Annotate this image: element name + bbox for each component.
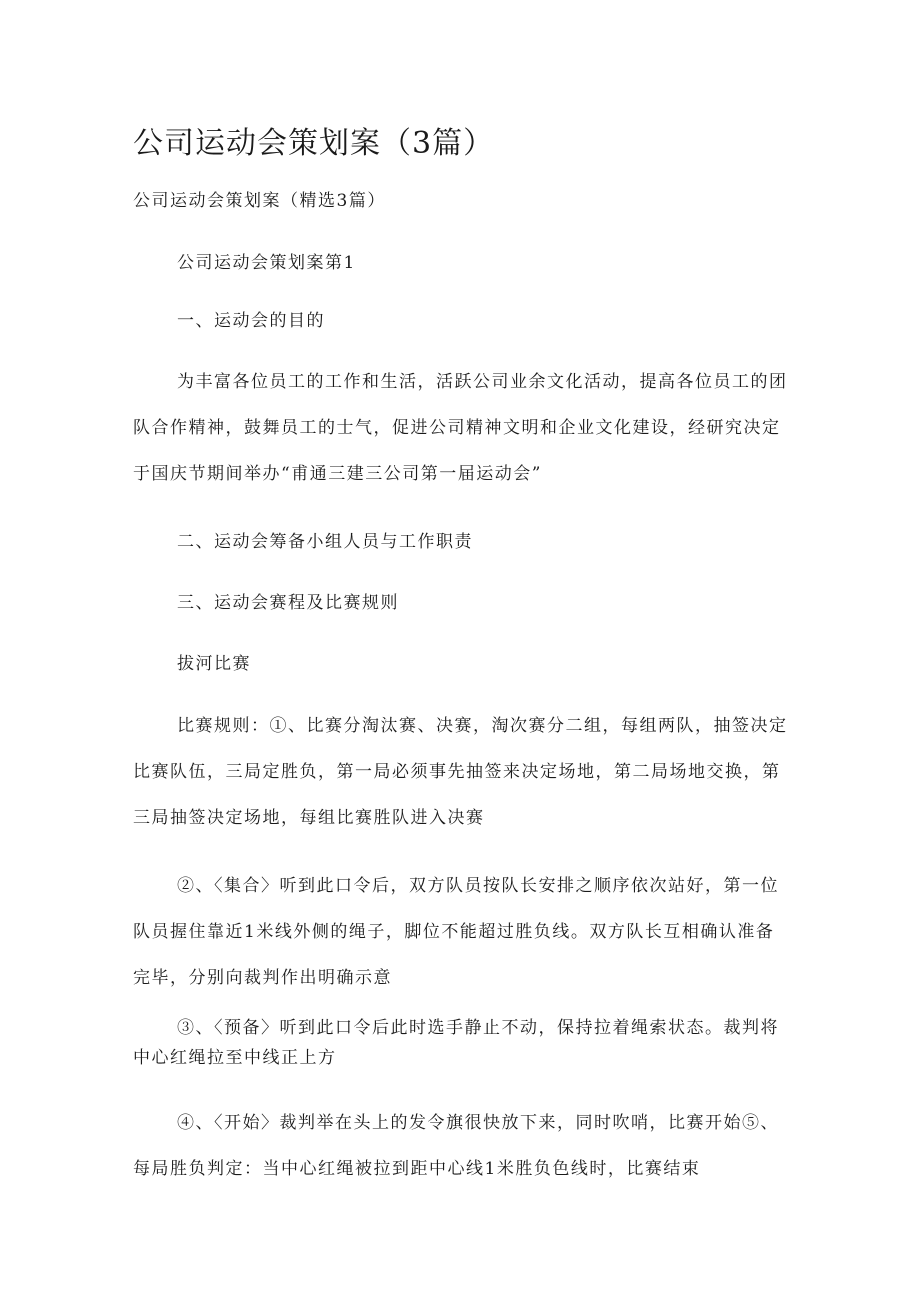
document-subtitle: 公司运动会策划案（精选3篇） [133, 191, 386, 211]
purpose-paragraph: 为丰富各位员工的工作和生活，活跃公司业余文化活动，提高各位员工的团队合作精神，鼓舞员工的士气，促进公司精神文明和企业文化建设，经研究决定于国庆节期间举办“甫通三建三公司第一届运动会” [133, 372, 788, 484]
rule-paragraph-3: ③、〈预备〉听到此口令后此时选手静止不动，保持拉着绳索状态。裁判将中心红绳拉至中线正上方 [133, 1018, 779, 1068]
section-heading: 公司运动会策划案第1 [177, 253, 356, 273]
heading-purpose: 一、运动会的目的 [177, 311, 325, 331]
rule-paragraph-2: ②、〈集合〉听到此口令后，双方队员按队长安排之顺序依次站好，第一位队员握住靠近1米线外侧的绳子，脚位不能超过胜负线。双方队长互相确认准备完毕，分别向裁判作出明确示意 [133, 876, 779, 988]
heading-schedule-rules: 三、运动会赛程及比赛规则 [177, 593, 399, 613]
heading-organizing-committee: 二、运动会筹备小组人员与工作职责 [177, 532, 473, 552]
document-title: 公司运动会策划案（3篇） [133, 126, 495, 161]
event-name: 拔河比赛 [177, 654, 251, 674]
rule-paragraph-1: 比赛规则：①、比赛分淘汰赛、决赛，淘次赛分二组，每组两队，抽签决定比赛队伍，三局定胜负，第一局必须事先抽签来决定场地，第二局场地交换，第三局抽签决定场地，每组比赛胜队进入决赛 [133, 716, 788, 828]
rule-paragraph-4: ④、〈开始〉裁判举在头上的发令旗很快放下来，同时吹哨，比赛开始⑤、每局胜负判定：当中心红绳被拉到距中心线1米胜负色线时，比赛结束 [133, 1113, 779, 1179]
